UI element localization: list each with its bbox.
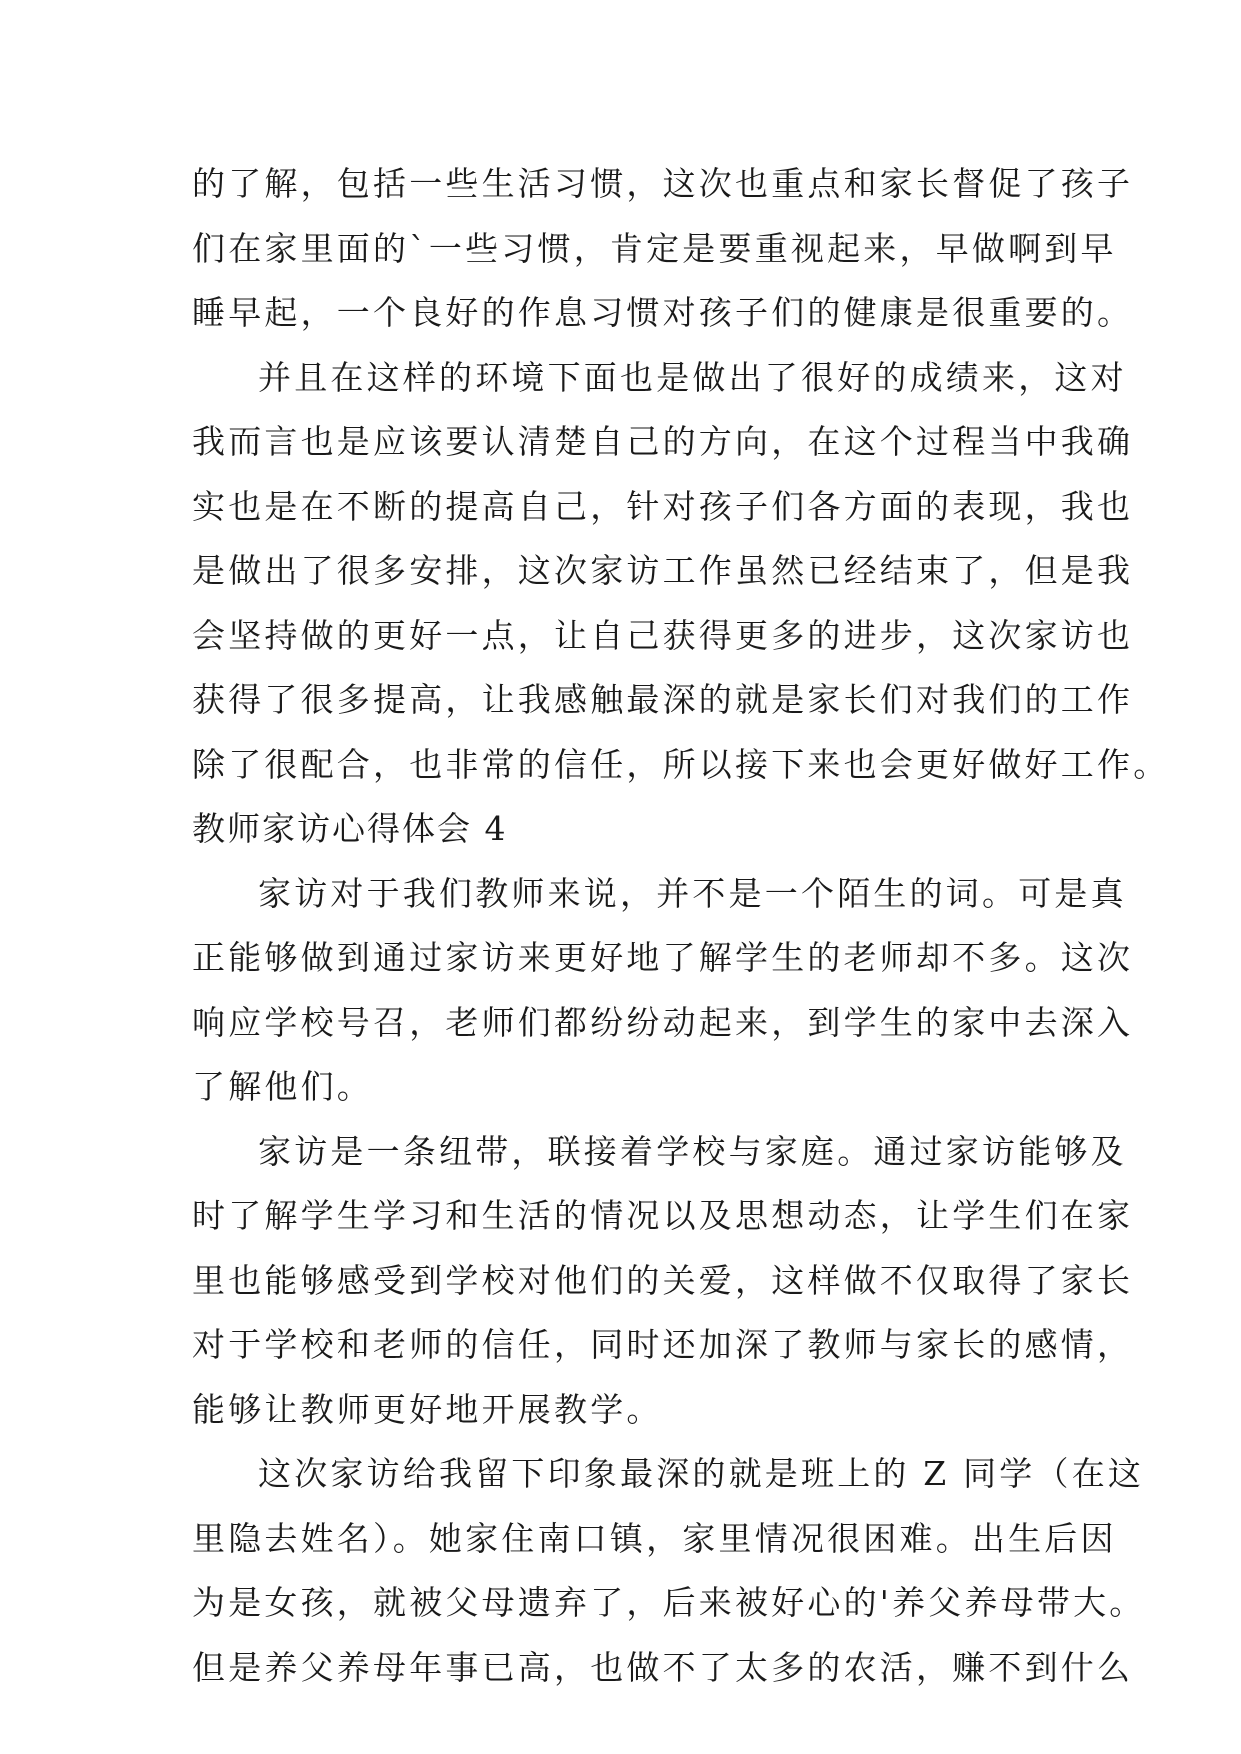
text-line: 会坚持做的更好一点，让自己获得更多的进步，这次家访也 [192, 615, 1134, 655]
document-body [192, 152, 1170, 1700]
text-line: 但是养父养母年事已高，也做不了太多的农活，赚不到什么 [192, 1647, 1134, 1687]
text-line: 响应学校号召，老师们都纷纷动起来，到学生的家中去深入 [192, 1002, 1134, 1042]
text-line: 获得了很多提高，让我感触最深的就是家长们对我们的工作 [192, 680, 1134, 719]
text-line: 的了解，包括一些生活习惯，这次也重点和家长督促了孩子 [192, 164, 1134, 203]
text-line: 我而言也是应该要认清楚自己的方向，在这个过程当中我确 [192, 422, 1134, 461]
paragraph-first-line: 家访是一条纽带，联接着学校与家庭。通过家访能够及 [258, 1131, 1127, 1171]
text-line: 除了很配合，也非常的信任，所以接下来也会更好做好工作。 [192, 744, 1170, 784]
text-line: 们在家里面的`一些习惯，肯定是要重视起来，早做啊到早 [192, 228, 1117, 268]
paragraph-first-line: 家访对于我们教师来说，并不是一个陌生的词。可是真 [258, 873, 1127, 913]
text-line: 正能够做到通过家访来更好地了解学生的老师却不多。这次 [192, 938, 1134, 977]
paragraph-first-line: 并且在这样的环境下面也是做出了很好的成绩来，这对 [258, 357, 1127, 397]
text-line: 为是女孩，就被父母遗弃了，后来被好心的'养父养母带大。 [192, 1583, 1146, 1622]
text-line: 实也是在不断的提高自己，针对孩子们各方面的表现，我也 [192, 486, 1134, 526]
text-line: 对于学校和老师的信任，同时还加深了教师与家长的感情， [192, 1325, 1134, 1364]
paragraph-first-line: 这次家访给我留下印象最深的就是班上的 Z 同学（在这 [258, 1454, 1145, 1493]
text-line: 了解他们。 [192, 1067, 373, 1106]
text-line: 能够让教师更好地开展教学。 [192, 1389, 663, 1429]
text-line: 里也能够感受到学校对他们的关爱，这样做不仅取得了家长 [192, 1260, 1134, 1300]
text-line: 时了解学生学习和生活的情况以及思想动态，让学生们在家 [192, 1196, 1134, 1235]
text-line: 是做出了很多安排，这次家访工作虽然已经结束了，但是我 [192, 551, 1134, 590]
text-line: 里隐去姓名）。她家住南口镇，家里情况很困难。出生后因 [192, 1518, 1117, 1558]
section-heading: 教师家访心得体会 4 [192, 809, 508, 848]
text-line: 睡早起，一个良好的作息习惯对孩子们的健康是很重要的。 [192, 293, 1134, 332]
